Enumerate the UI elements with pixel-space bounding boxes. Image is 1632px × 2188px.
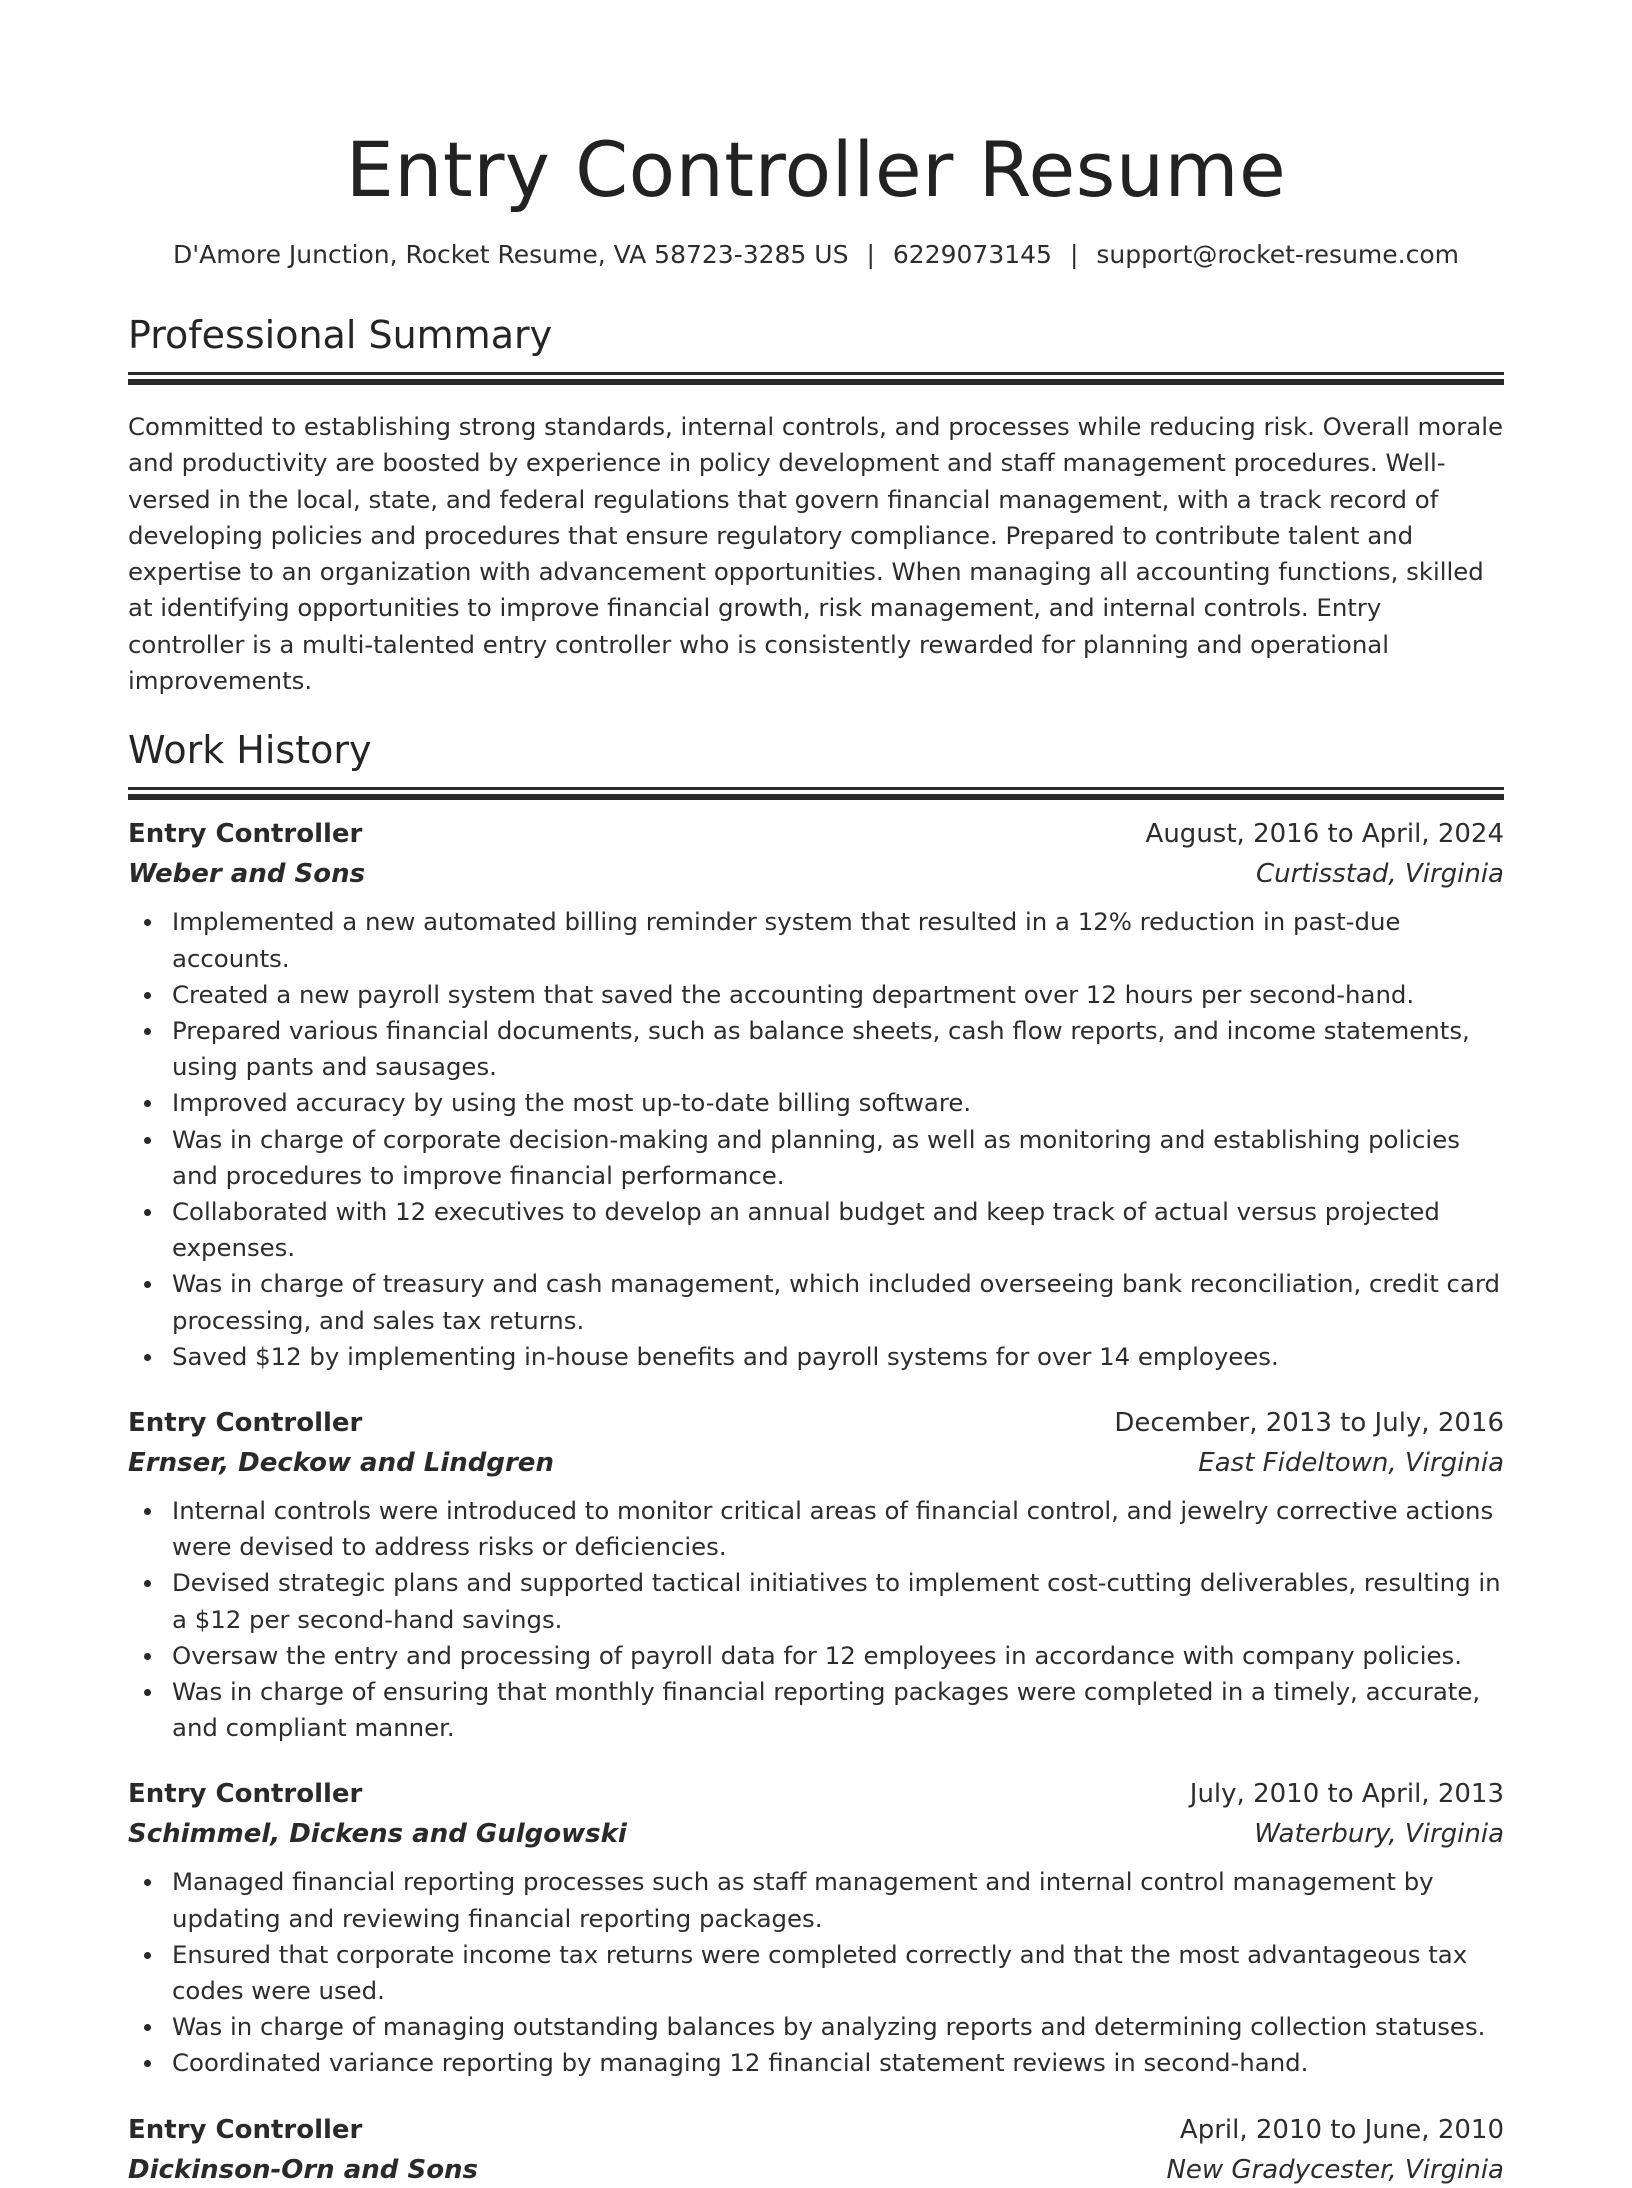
contact-email: support@rocket-resume.com <box>1096 240 1460 269</box>
job-location: New Gradycester, Virginia <box>1166 2154 1504 2185</box>
job-dates: December, 2013 to July, 2016 <box>1114 1408 1504 1439</box>
job-subheader <box>128 1816 1504 1852</box>
list-item: Prepared various financial documents, such as balance sheets, cash flow reports, and income statements, using pants and sausages. <box>172 1013 1504 1085</box>
job-dates: August, 2016 to April, 2024 <box>1145 819 1504 850</box>
job-location: Waterbury, Virginia <box>1254 1819 1504 1850</box>
job-company: Ernser, Deckow and Lindgren <box>128 1448 554 1479</box>
job-title: Entry Controller <box>128 1408 363 1439</box>
contact-separator: | <box>866 240 875 269</box>
summary-text: Committed to establishing strong standards, internal controls, and processes while reducing risk. Overall morale and productivity are boosted by experience in policy development and staff management procedures. Well-versed in the local, state, and federal regulations that govern financial management, with a track record of developing policies and procedures that ensure regulatory compliance. Prepared to contribute talent and expertise to an organization with advancement opportunities. When managing all accounting functions, skilled at identifying opportunities to improve financial growth, risk management, and internal controls. Entry controller is a multi-talented entry controller who is consistently rewarded for planning and operational improvements. <box>128 412 1503 696</box>
list-item: Implemented a new automated billing reminder system that resulted in a 12% reduction in past-due accounts. <box>172 904 1504 976</box>
job-subheader <box>128 1445 1504 1481</box>
summary-heading: Professional Summary <box>128 313 553 357</box>
list-item: Improved accuracy by using the most up-to-date billing software. <box>172 1085 1504 1121</box>
section-divider <box>128 787 1504 790</box>
job-company: Dickinson-Orn and Sons <box>128 2154 479 2185</box>
list-item: Internal controls were introduced to monitor critical areas of financial control, and jewelry corrective actions were devised to address risks or deficiencies. <box>172 1493 1504 1565</box>
list-item: Was in charge of ensuring that monthly financial reporting packages were completed in a timely, accurate, and compliant manner. <box>172 1674 1504 1746</box>
job-subheader <box>128 2152 1504 2188</box>
list-item: Was in charge of treasury and cash management, which included overseeing bank reconciliation, credit card processing, and sales tax returns. <box>172 1266 1504 1338</box>
work-history-heading: Work History <box>128 728 372 773</box>
list-item: Managed financial reporting processes such as staff management and internal control management by updating and reviewing financial reporting packages. <box>172 1864 1504 1936</box>
job-header <box>128 816 1504 852</box>
job-company: Schimmel, Dickens and Gulgowski <box>128 1819 627 1850</box>
contact-phone: 6229073145 <box>892 240 1052 269</box>
job-location: East Fideltown, Virginia <box>1198 1448 1504 1479</box>
job-title: Entry Controller <box>128 1779 363 1810</box>
list-item: Was in charge of managing outstanding balances by analyzing reports and determining collection statuses. <box>172 2009 1504 2045</box>
job-dates: July, 2010 to April, 2013 <box>1189 1779 1504 1810</box>
job-header <box>128 2112 1504 2148</box>
job-title: Entry Controller <box>128 819 363 850</box>
contact-separator: | <box>1069 240 1079 269</box>
job-bullets <box>128 904 1504 1375</box>
job-header <box>128 1776 1504 1812</box>
list-item: Devised strategic plans and supported tactical initiatives to implement cost-cutting deliverables, resulting in a $12 per second-hand savings. <box>172 1565 1504 1637</box>
job-subheader <box>128 856 1504 892</box>
job-entry <box>128 2112 1504 2188</box>
list-item: Saved $12 by implementing in-house benefits and payroll systems for over 14 employees. <box>172 1339 1504 1375</box>
job-bullets <box>128 1493 1504 1746</box>
job-company: Weber and Sons <box>128 859 366 890</box>
job-dates: April, 2010 to June, 2010 <box>1179 2114 1504 2145</box>
job-entry <box>128 1405 1504 1746</box>
job-entry <box>128 1776 1504 2081</box>
resume-page <box>128 0 1504 2188</box>
section-divider <box>128 372 1504 375</box>
job-title: Entry Controller <box>128 2114 363 2145</box>
list-item: Created a new payroll system that saved the accounting department over 12 hours per second-hand. <box>172 977 1504 1013</box>
page-title: Entry Controller Resume <box>345 125 1287 214</box>
contact-line <box>128 238 1504 272</box>
contact-address: D'Amore Junction, Rocket Resume, VA 58723-3285 US <box>172 240 849 269</box>
job-entry <box>128 816 1504 1375</box>
job-location: Curtisstad, Virginia <box>1255 859 1504 890</box>
list-item: Oversaw the entry and processing of payroll data for 12 employees in accordance with company policies. <box>172 1638 1504 1674</box>
list-item: Was in charge of corporate decision-making and planning, as well as monitoring and establishing policies and procedures to improve financial performance. <box>172 1122 1504 1194</box>
work-history-section <box>128 727 1504 2187</box>
job-bullets <box>128 1864 1504 2081</box>
list-item: Collaborated with 12 executives to develop an annual budget and keep track of actual versus projected expenses. <box>172 1194 1504 1266</box>
list-item: Coordinated variance reporting by managing 12 financial statement reviews in second-hand. <box>172 2045 1504 2081</box>
list-item: Ensured that corporate income tax returns were completed correctly and that the most advantageous tax codes were used. <box>172 1937 1504 2009</box>
job-header <box>128 1405 1504 1441</box>
summary-section <box>128 312 1504 699</box>
